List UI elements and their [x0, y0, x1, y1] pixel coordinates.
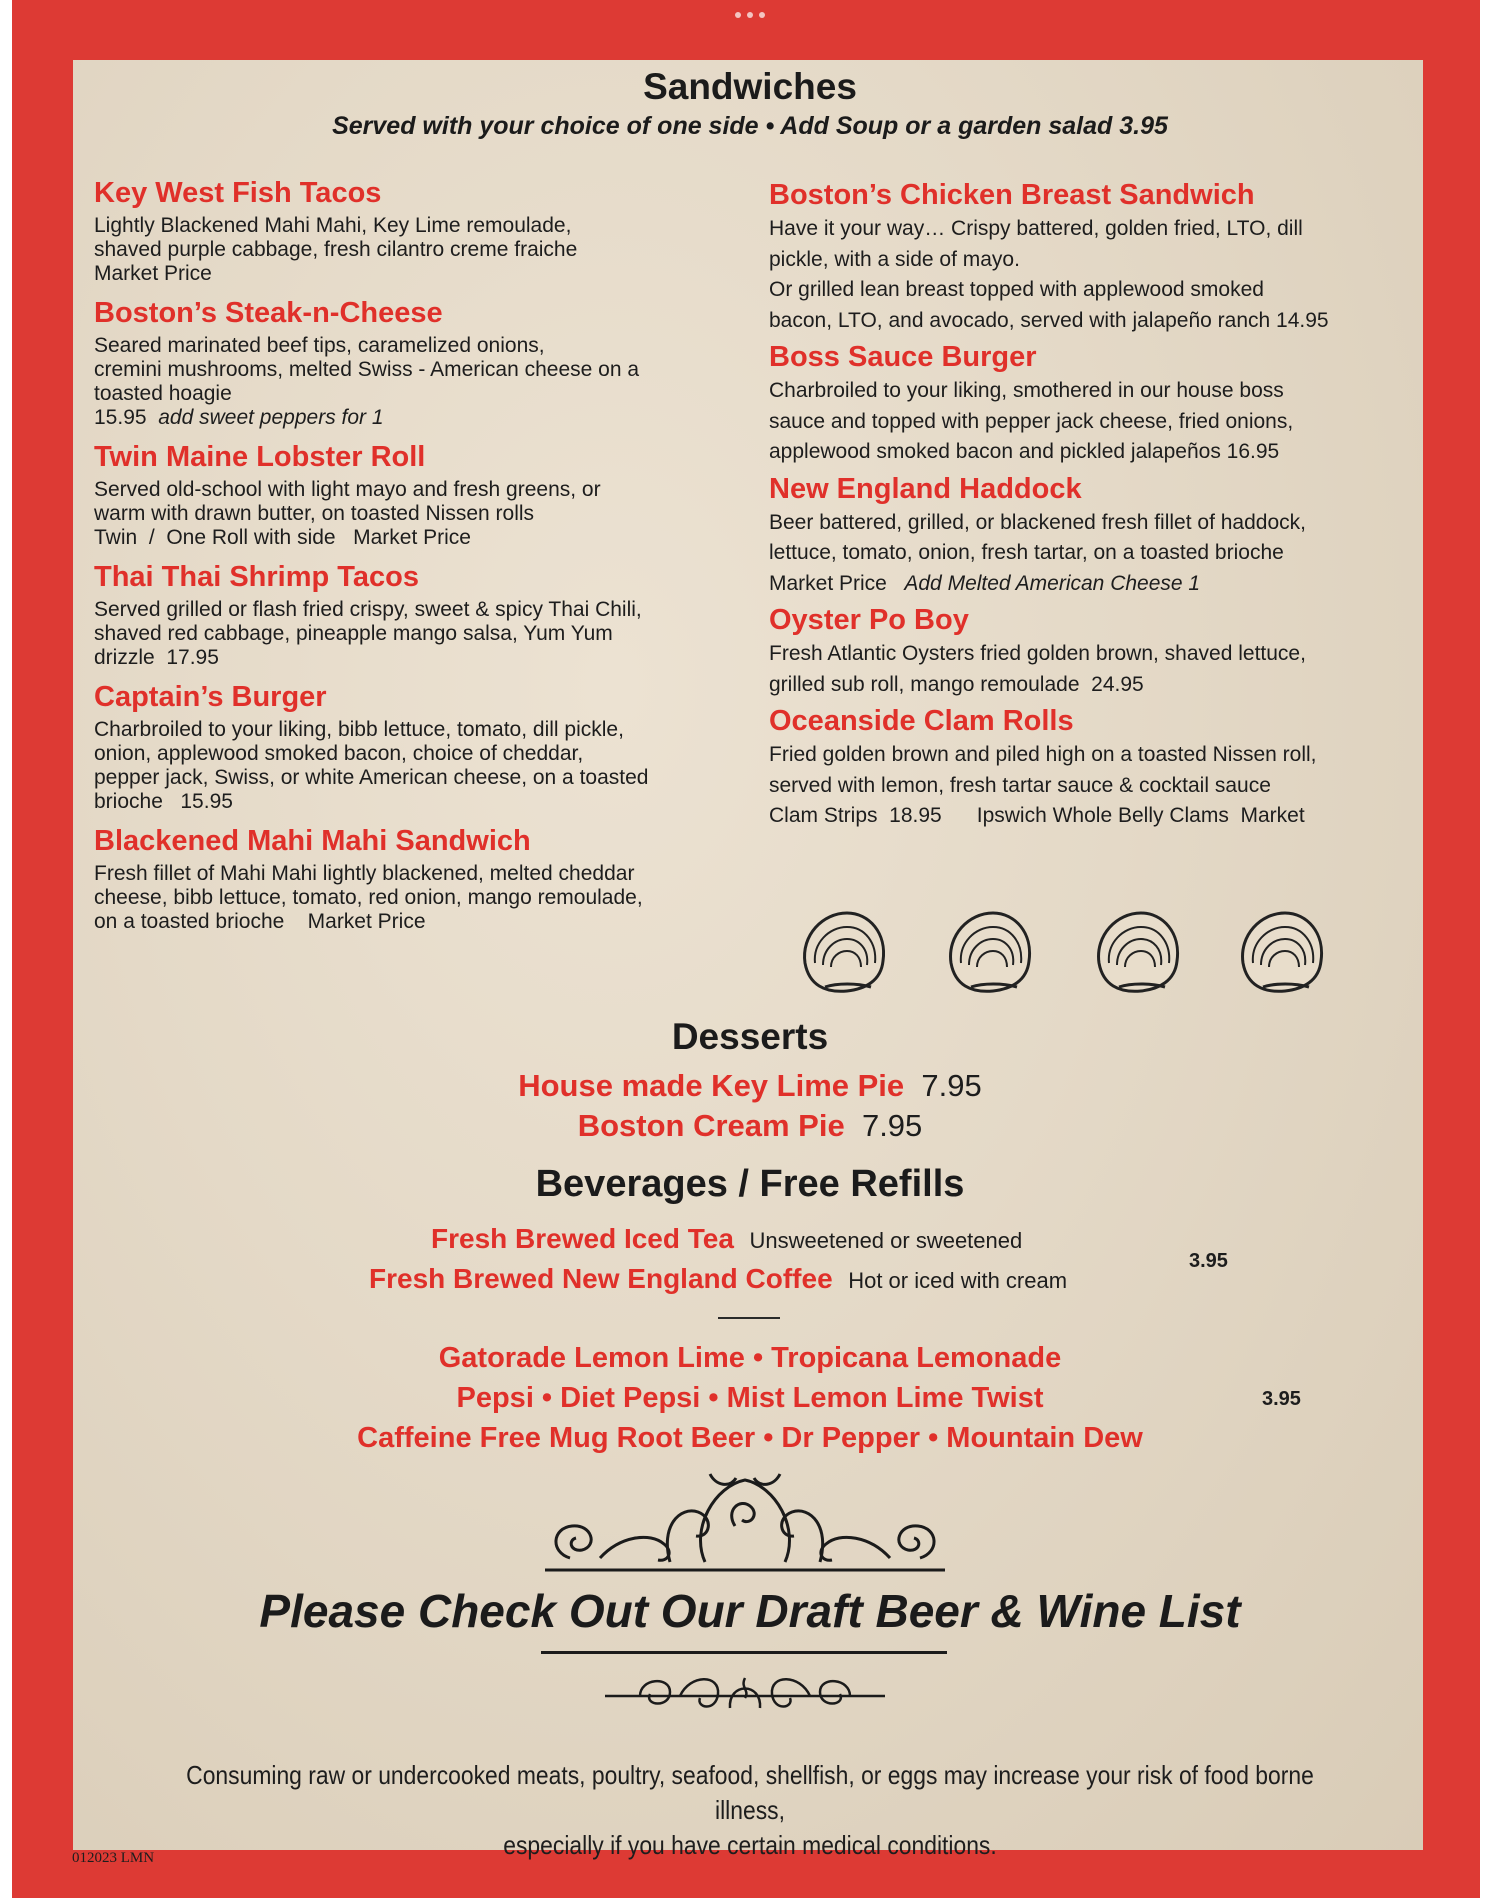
soda-line: Caffeine Free Mug Root Beer • Dr Pepper • Mountain Dew [357, 1422, 1143, 1454]
menu-item-desc-line: Fried golden brown and piled high on a toasted Nissen roll, [769, 743, 1317, 766]
menu-item-desc-line: Served old-school with light mayo and fresh greens, or [94, 478, 601, 501]
menu-item-title: Boston’s Chicken Breast Sandwich [769, 179, 1255, 211]
menu-item-title: Blackened Mahi Mahi Sandwich [94, 825, 531, 857]
clam-shell-icon [941, 905, 1037, 995]
menu-item-title: New England Haddock [769, 472, 1082, 505]
menu-item-title: Captain’s Burger [94, 681, 327, 713]
menu-item-title: Thai Thai Shrimp Tacos [94, 561, 419, 593]
menu-item-desc-line: grilled sub roll, mango remoulade 24.95 [769, 672, 1144, 696]
dessert-name: Boston Cream Pie [577, 1108, 845, 1143]
menu-item-title: Boston’s Steak-n-Cheese [94, 297, 443, 329]
menu-item-desc-line: bacon, LTO, and avocado, served with jalapeño ranch 14.95 [769, 308, 1329, 332]
clam-shell-icon [1233, 905, 1329, 995]
divider [541, 1651, 947, 1654]
menu-item-desc-line: Fresh Atlantic Oysters fried golden brown, shaved lettuce, [769, 642, 1306, 665]
dessert-price: 7.95 [921, 1068, 982, 1103]
soda-line: Gatorade Lemon Lime • Tropicana Lemonade [438, 1342, 1062, 1374]
menu-item-desc-line: brioche 15.95 [94, 790, 233, 813]
menu-item [94, 440, 734, 550]
beverage-name: Fresh Brewed Iced Tea [431, 1223, 734, 1254]
menu-item-desc-line: shaved red cabbage, pineapple mango salsa, Yum Yum [94, 622, 613, 645]
dessert-price: 7.95 [861, 1108, 923, 1143]
menu-item [769, 178, 1429, 336]
dessert-item [0, 1108, 1500, 1144]
menu-item [769, 472, 1429, 600]
section-title-sandwiches: Sandwiches [643, 66, 857, 107]
beverage-note: Hot or iced with cream [848, 1268, 1068, 1293]
menu-item-desc-line: drizzle 17.95 [94, 646, 219, 669]
dessert-item [0, 1068, 1500, 1104]
menu-item-desc-line: Charbroiled to your liking, smothered in our house boss [769, 379, 1284, 402]
menu-item-title: Boss Sauce Burger [769, 341, 1037, 373]
menu-item [94, 560, 734, 670]
menu-item-desc-line: Charbroiled to your liking, bibb lettuce, tomato, dill pickle, [94, 718, 624, 741]
beverage-note: Unsweetened or sweetened [749, 1228, 1023, 1253]
menu-item-desc-line: shaved purple cabbage, fresh cilantro creme fraiche [94, 238, 578, 261]
dessert-name: House made Key Lime Pie [518, 1068, 905, 1103]
menu-item-desc-line: warm with drawn butter, on toasted Nissen rolls [94, 502, 535, 525]
menu-item-title: Twin Maine Lobster Roll [94, 441, 426, 473]
menu-item-desc-line: on a toasted brioche Market Price [94, 910, 426, 933]
scroll-flourish-icon [600, 1668, 890, 1718]
clam-shell-row [795, 905, 1335, 1005]
menu-item-desc-line: toasted hoagie [94, 382, 232, 405]
menu-item [769, 340, 1429, 468]
menu-item-desc-line: cremini mushrooms, melted Swiss - American cheese on a [94, 358, 640, 381]
menu-item-desc-line: Market Price [94, 262, 212, 285]
health-warning-line: especially if you have certain medical conditions. [503, 1830, 997, 1860]
sandwiches-subtitle: Served with your choice of one side • Add Soup or a garden salad 3.95 [332, 112, 1168, 140]
soda-price: 3.95 [1262, 1388, 1301, 1410]
section-title-desserts: Desserts [671, 1016, 829, 1057]
soda-line: Pepsi • Diet Pepsi • Mist Lemon Lime Twist [456, 1382, 1044, 1414]
sandwiches-left-column [94, 176, 734, 944]
menu-item-desc-line: pickle, with a side of mayo. [769, 247, 1020, 271]
beverage-name: Fresh Brewed New England Coffee [369, 1263, 833, 1294]
menu-item-desc-line: Served grilled or flash fried crispy, sweet & spicy Thai Chili, [94, 598, 642, 621]
menu-item-desc-line: served with lemon, fresh tartar sauce & cocktail sauce [769, 773, 1271, 797]
health-warning [169, 1758, 1331, 1863]
divider [718, 1317, 780, 1319]
section-title-beverages: Beverages / Free Refills [535, 1163, 965, 1205]
sandwiches-right-column [769, 178, 1429, 836]
menu-item [94, 296, 734, 430]
menu-item-desc-line: Beer battered, grilled, or blackened fresh fillet of haddock, [769, 510, 1306, 534]
clam-shell-icon [1089, 905, 1185, 995]
menu-item-desc-line: lettuce, tomato, onion, fresh tartar, on a toasted brioche [769, 541, 1284, 564]
menu-item-desc-line: applewood smoked bacon and pickled jalapeños 16.95 [769, 440, 1280, 463]
menu-item-desc-line: pepper jack, Swiss, or white American cheese, on a toasted [94, 766, 649, 789]
menu-item [94, 176, 734, 286]
menu-item-desc-line: Twin / One Roll with side Market Price [94, 526, 471, 549]
menu-item-title: Oceanside Clam Rolls [769, 705, 1074, 737]
menu-item-desc-line: Clam Strips 18.95 Ipswich Whole Belly Clams Market [769, 804, 1305, 827]
menu-item-desc-line: Or grilled lean breast topped with applewood smoked [769, 278, 1264, 301]
clam-shell-icon [795, 905, 891, 995]
menu-item-desc-line: cheese, bibb lettuce, tomato, red onion, mango remoulade, [94, 886, 643, 909]
scroll-flourish-icon [540, 1466, 950, 1576]
menu-item-price: 15.95 [94, 406, 147, 429]
menu-item-desc-line: Lightly Blackened Mahi Mahi, Key Lime remoulade, [94, 214, 572, 237]
menu-item-desc-line: Have it your way… Crispy battered, golden fried, LTO, dill [769, 217, 1303, 240]
menu-item [94, 680, 734, 814]
menu-item [769, 603, 1429, 700]
menu-item [769, 704, 1429, 832]
menu-item-addon: add sweet peppers for 1 [158, 406, 384, 429]
beverage-item [369, 1263, 1067, 1295]
menu-item-price-line [94, 406, 734, 430]
menu-item [94, 824, 734, 934]
menu-item-title: Oyster Po Boy [769, 604, 969, 636]
menu-code: 012023 LMN [72, 1850, 155, 1866]
menu-item-title: Key West Fish Tacos [94, 177, 382, 209]
menu-item-desc-line: sauce and topped with pepper jack cheese, fried onions, [769, 409, 1294, 433]
menu-item-desc-line: Seared marinated beef tips, caramelized onions, [94, 334, 545, 357]
beverage-price: 3.95 [1189, 1250, 1228, 1272]
menu-item-desc-line: Fresh fillet of Mahi Mahi lightly blackened, melted cheddar [94, 862, 635, 885]
menu-item-desc-line: onion, applewood smoked bacon, choice of cheddar, [94, 742, 584, 765]
menu-item-price-line [769, 569, 1429, 600]
more-dots-icon[interactable] [735, 10, 765, 20]
beer-wine-notice: Please Check Out Our Draft Beer & Wine List [259, 1585, 1241, 1637]
beverage-item [431, 1223, 1022, 1255]
menu-item-price: Market Price [769, 571, 887, 595]
menu-item-addon: Add Melted American Cheese 1 [904, 571, 1201, 595]
health-warning-line: Consuming raw or undercooked meats, poultry, seafood, shellfish, or eggs may increase your risk of food borne illness, [186, 1760, 1314, 1825]
